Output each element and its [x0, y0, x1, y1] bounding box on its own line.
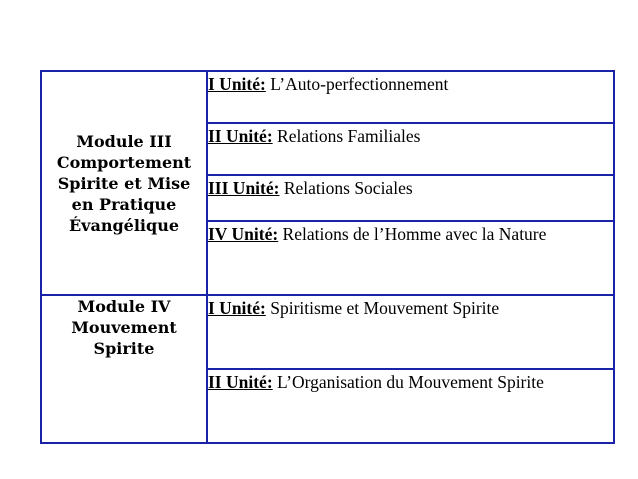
unit-label: IV Unité: — [208, 224, 279, 244]
module-name-line: Spirite — [93, 339, 155, 358]
unit-cell — [207, 369, 614, 443]
module-name-line: Module IV — [77, 297, 171, 316]
unit-cell — [207, 175, 614, 221]
table-row — [41, 295, 614, 369]
unit-title: Relations Sociales — [283, 178, 413, 198]
unit-cell — [207, 123, 614, 175]
table-row — [41, 71, 614, 123]
module-name-line: Évangélique — [68, 215, 179, 235]
unit-cell — [207, 221, 614, 295]
modules-table — [40, 70, 615, 444]
module-name-line: Module III — [76, 131, 172, 151]
module-name-line: Spirite et Mise — [57, 173, 191, 193]
module-iii-cell — [41, 71, 207, 295]
unit-label: III Unité: — [208, 178, 280, 198]
unit-title: L’Organisation du Mouvement Spirite — [277, 372, 544, 392]
unit-title: L’Auto-perfectionnement — [270, 74, 449, 94]
unit-title: Relations de l’Homme avec la Nature — [282, 224, 547, 244]
unit-label: I Unité: — [208, 298, 266, 318]
module-iv-cell — [41, 295, 207, 443]
unit-label: II Unité: — [208, 372, 273, 392]
unit-cell — [207, 71, 614, 123]
module-name-line: en Pratique — [71, 194, 177, 214]
module-name-line: Mouvement — [71, 318, 177, 337]
unit-title: Relations Familiales — [277, 126, 421, 146]
unit-cell — [207, 295, 614, 369]
module-name-line: Comportement — [56, 152, 192, 172]
unit-label: II Unité: — [208, 126, 273, 146]
unit-label: I Unité: — [208, 74, 266, 94]
unit-title: Spiritisme et Mouvement Spirite — [270, 298, 500, 318]
